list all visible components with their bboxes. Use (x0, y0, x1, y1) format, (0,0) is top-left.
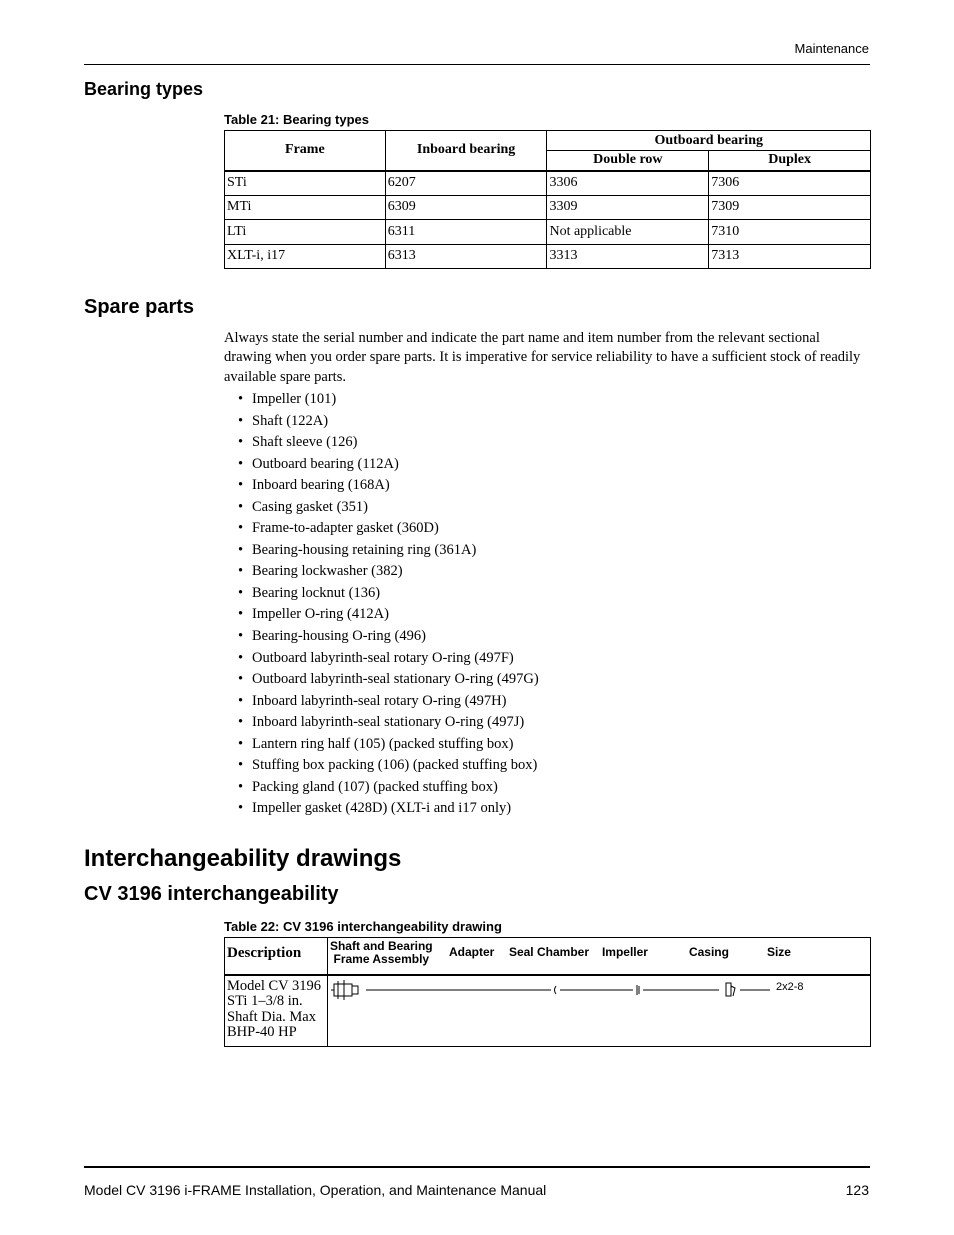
list-item: • Packing gland (107) (packed stuffing box) (238, 778, 498, 795)
col-casing: Casing (688, 945, 729, 959)
cv3196-heading: CV 3196 interchangeability (84, 883, 339, 905)
table-cell: LTi (225, 220, 386, 245)
table-cell: 7310 (709, 220, 871, 245)
list-item: • Casing gasket (351) (238, 498, 368, 515)
interchangeability-table (224, 937, 871, 1047)
list-item: • Impeller (101) (238, 391, 337, 407)
table-cell: Not applicable (547, 220, 709, 245)
table-cell: 7306 (709, 171, 871, 196)
interchangeability-heading: Interchangeability drawings (84, 845, 402, 872)
col-size: Size (766, 945, 791, 959)
col-impeller: Impeller (601, 945, 648, 959)
row-description: Model CV 3196 STi 1–3/8 in. Shaft Dia. Max BHP-40 HP (225, 975, 328, 1047)
col-inboard: Inboard bearing (385, 131, 547, 171)
table-row (225, 195, 871, 220)
list-item: • Shaft sleeve (126) (238, 434, 358, 451)
bearing-table-caption: Table 21: Bearing types (224, 112, 369, 127)
list-item: • Outboard labyrinth-seal rotary O-ring (497F) (238, 649, 514, 666)
table-cell: 6311 (385, 220, 547, 245)
list-item: • Bearing-housing retaining ring (361A) (238, 541, 477, 558)
table-row (225, 975, 871, 1047)
list-item: • Outboard bearing (112A) (238, 455, 399, 472)
seal-chamber-icon (637, 985, 639, 995)
table-cell: 3306 (547, 171, 709, 196)
list-item: • Frame-to-adapter gasket (360D) (238, 520, 439, 537)
table-cell: MTi (225, 195, 386, 220)
list-item: • Inboard bearing (168A) (238, 477, 390, 494)
list-item: • Impeller gasket (428D) (XLT-i and i17 only) (238, 800, 512, 817)
interchange-table-caption: Table 22: CV 3196 interchangeability drawing (224, 919, 502, 934)
list-item: • Shaft (122A) (238, 412, 329, 429)
list-item: • Bearing-housing O-ring (496) (238, 628, 426, 645)
list-item: • Outboard labyrinth-seal stationary O-ring (497G) (238, 671, 539, 688)
list-item: • Inboard labyrinth-seal rotary O-ring (497H) (238, 692, 507, 709)
col-double-row: Double row (547, 151, 709, 171)
casing-icon (726, 983, 735, 996)
bearing-types-heading: Bearing types (84, 79, 204, 99)
header-rule (84, 64, 870, 65)
col-duplex: Duplex (709, 151, 871, 171)
list-item: • Lantern ring half (105) (packed stuffing box) (238, 735, 514, 752)
spare-parts-paragraph: Always state the serial number and indicate the part name and item number from the relevant sectional drawing when you order spare parts. It is imperative for service reliability to have a sufficient stock of readily available spare parts. (224, 330, 861, 385)
list-item: • Bearing locknut (136) (238, 584, 381, 601)
footer-title: Model CV 3196 i-FRAME Installation, Operation, and Maintenance Manual (84, 1182, 547, 1198)
col-frame-assembly: Shaft and Bearing Frame Assembly (329, 939, 433, 966)
col-seal-chamber: Seal Chamber (508, 945, 589, 959)
bearing-types-table (224, 130, 871, 269)
table-cell: 6313 (385, 244, 547, 269)
table-cell: 6309 (385, 195, 547, 220)
adapter-icon (554, 986, 556, 994)
col-description: Description (225, 938, 328, 975)
table-row (225, 171, 871, 196)
running-header: Maintenance (794, 41, 869, 56)
interchangeability-drawing (327, 975, 870, 1047)
col-frame: Frame (225, 131, 386, 171)
table-cell: 6207 (385, 171, 547, 196)
footer-rule (84, 1166, 870, 1168)
table-row (225, 244, 871, 269)
frame-assembly-icon (331, 980, 358, 1000)
list-item: • Bearing lockwasher (382) (238, 563, 403, 580)
table-cell: 7309 (709, 195, 871, 220)
list-item: • Impeller O-ring (412A) (238, 606, 389, 623)
spare-parts-list (238, 389, 539, 820)
size-value: 2x2-8 (775, 980, 804, 993)
list-item: • Inboard labyrinth-seal stationary O-ring (497J) (238, 714, 525, 731)
table-cell: 7313 (709, 244, 871, 269)
component-headers (327, 938, 870, 975)
table-cell: XLT-i, i17 (225, 244, 386, 269)
table-cell: 3313 (547, 244, 709, 269)
table-cell: 3309 (547, 195, 709, 220)
table-cell: STi (225, 171, 386, 196)
table-row (225, 220, 871, 245)
list-item: • Stuffing box packing (106) (packed stuffing box) (238, 757, 538, 774)
col-adapter: Adapter (448, 945, 495, 959)
col-outboard: Outboard bearing (547, 131, 871, 151)
spare-parts-heading: Spare parts (84, 296, 195, 318)
page-number: 123 (845, 1182, 869, 1198)
